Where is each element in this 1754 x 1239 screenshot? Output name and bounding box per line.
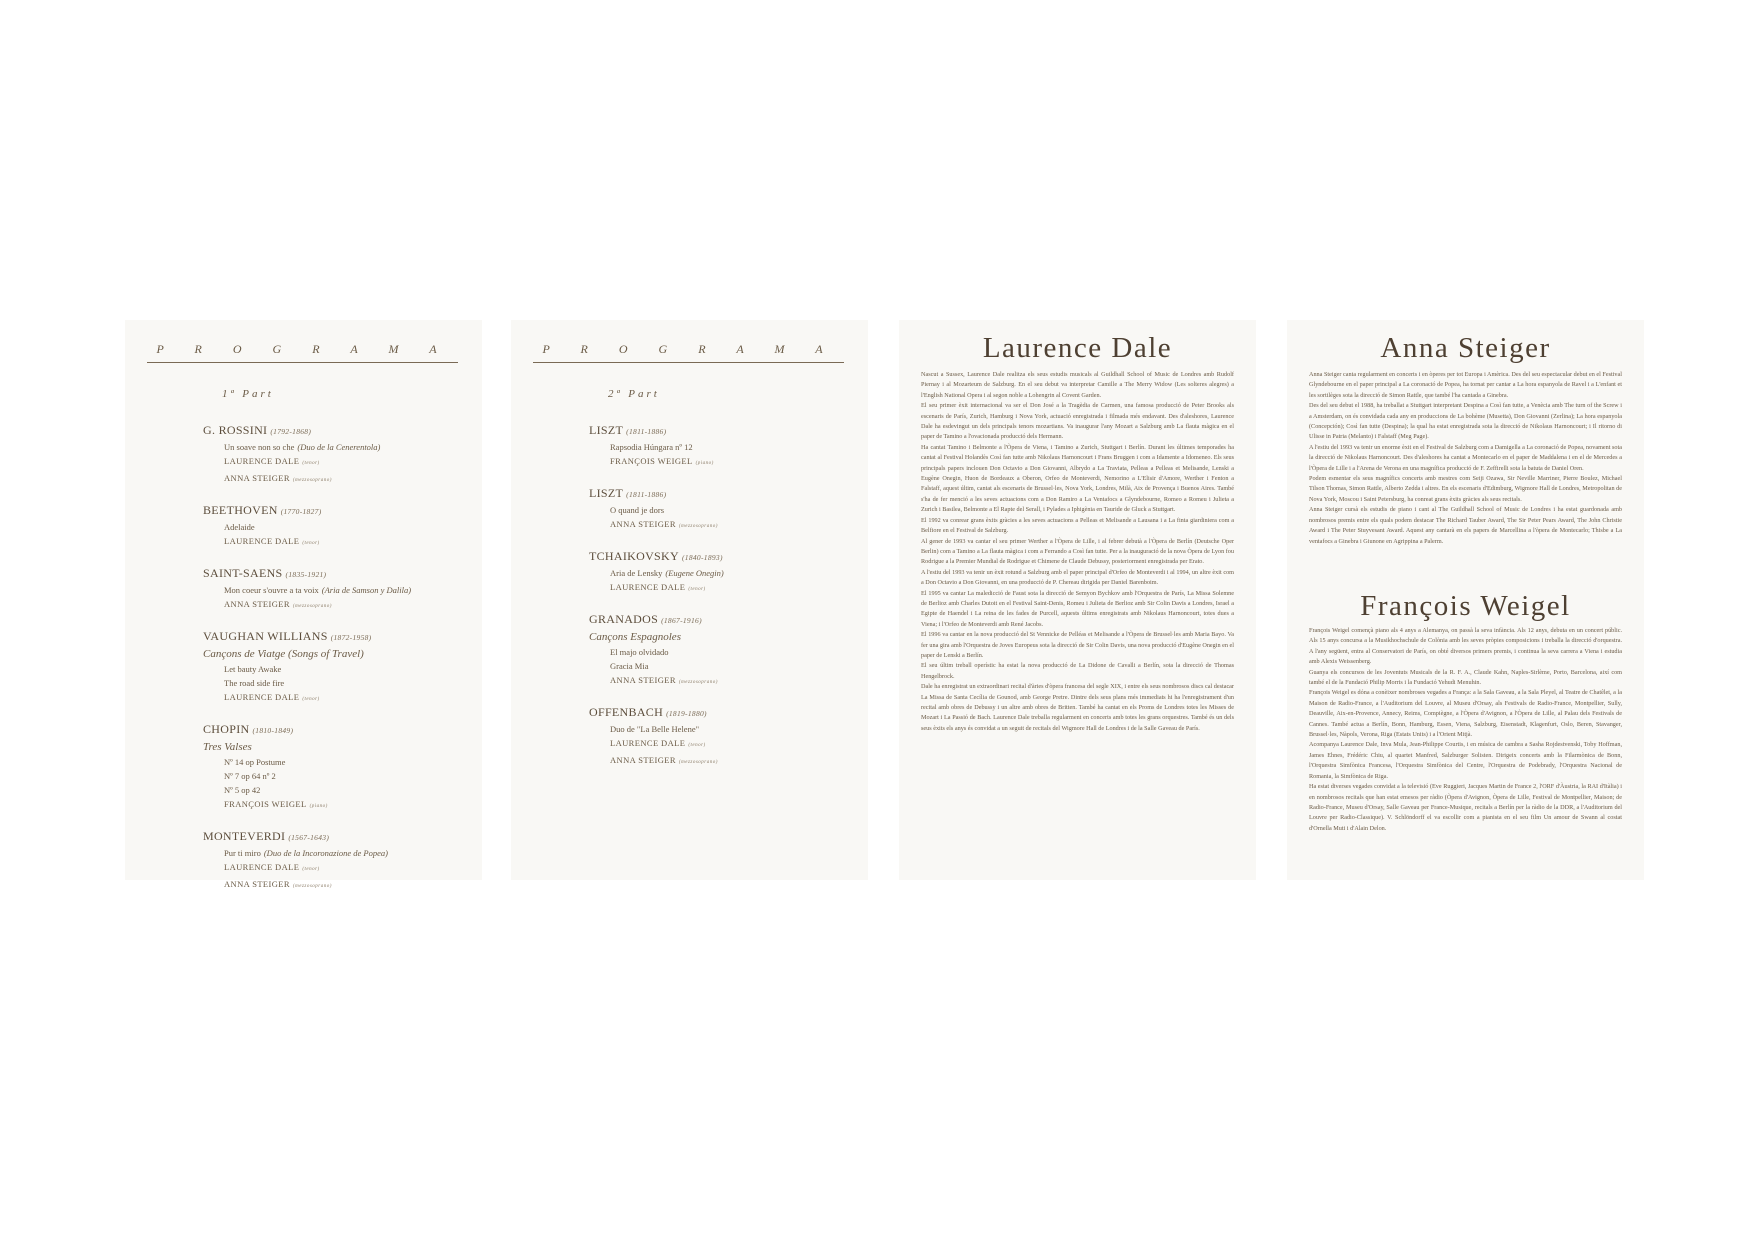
performer-line <box>589 736 858 753</box>
performer-role: (tenor) <box>302 541 320 546</box>
program-heading: P R O G R A M A <box>542 342 837 356</box>
work-subtitle: Cançons Espagnoles <box>589 631 681 643</box>
piece-source: (Duo de la Incoronazione de Popea) <box>263 848 388 858</box>
performer-line <box>589 673 858 690</box>
works-list <box>589 422 858 784</box>
performer-line <box>203 797 472 814</box>
bio-paragraph: Ha cantat Tamino i Belmonte a l'Òpera de Viena, i Tamino a Zurich, Stuttgart i Berlín. Durant les últimes temporades ha cantat al Festival Holandès Così fan tutte amb Nikolaus Harnoncourt i Frans Bruggen i com a Idamente a Idomeneo. Els seus principals papers inclouen Don Octavio a Don Giovanni, Albrydo a La Traviata, Pelleas a Pelleas et Melisande, Lenski a Eugène Onegin, Huon de Bordeaux a Oberon, Orfeo de Monteverdi, Nemorino a L'Elisir d'Amore, Werther i Fenton a Falstaff, aquest últim, cantat als escenaris de Brussel·les, Nova York, Londres, Milà, Aix de Provença i Buenos Aires. També s'ha de fer menció a les seves actuacions com a Don Ramiro a La Ventafocs a Glyndebourne, Romeo a Romeu i Julieta a Zurich i Basilea, Belmonte a El Rapte del Serall, i Pylades a Iphigènia en Tauride de Gluck a Stuttgart. <box>921 443 1234 514</box>
performer-line <box>203 690 472 707</box>
composer-dates: (1792-1868) <box>270 427 312 436</box>
program-part-2-page <box>511 320 868 880</box>
piece-source: (Duo de la Cenerentola) <box>297 442 381 452</box>
composer-line <box>589 422 858 440</box>
composer-name: GRANADOS <box>589 612 659 626</box>
program-part-1-page <box>125 320 482 889</box>
bio-paragraph: El 1996 va cantar en la nova producció del St Vennicke de Pelléas et Melisande a l'Òpera de Brussel·les amb Maria Bayo. Va fer una gira amb l'Orquestra de Joves Europeus sota la direcció de Sir Colin Davis, una nova producció d'Eugène Onegin en el paper de Lenski a Berlín. <box>921 631 1234 659</box>
piece-source: (Eugene Onegin) <box>665 568 724 578</box>
program-work <box>589 422 858 471</box>
piece-line <box>203 676 472 690</box>
composer-name: G. ROSSINI <box>203 423 268 437</box>
bio-paragraph: El 1992 va conrear grans èxits gràcies a les seves actuacions a Pelleas et Melisande a Lausana i a La finta giardiniera com a Belfiore en el Festival de Salzburg. <box>921 516 1234 535</box>
piece-title: O quand je dors <box>610 505 665 515</box>
composer-dates: (1819-1880) <box>666 709 707 718</box>
composer-line <box>589 611 858 629</box>
performer-role: (piano) <box>695 461 714 466</box>
bio-paragraph: Al gener de 1993 va cantar el seu primer Werther a l'Òpera de Lille, i al febrer debutà a l'Òpera de Berlín (Deutsche Oper Berlin) com a Tamino a La flauta màgica i com a Ferrando a Così fan tutte. Per a la inauguració de la nova Òpera de Lyon fou Rodrigue a la Premier Mundial de Rodrigue et Chimene de Claude Debussy, posteriorment enregistrada per Erato. <box>921 537 1234 566</box>
program-work <box>203 721 472 814</box>
works-list <box>203 422 472 908</box>
composer-name: CHOPIN <box>203 722 250 736</box>
bio-paragraph: François Weigel es dóna a conèixer nombroses vegades a França: a la Sala Gaveau, a la Sala Pleyel, al Teatre de Chatêlet, a la Maison de Radio-France, a l'Auditorium del Louvre, al Museu d'Orsay, als Festivals de Radio-France, Montpellier, Sully, Deauville, Aix-en-Provence, Annecy, Reims, Compiègne, a l'Òpera d'Avignon, a l'Òpera de Lille, al Palau dels Festivals de Cannes. També actua a Berlín, Bonn, Hamburg, Essen, Viena, Salzburg, Eisenstadt, Klagenfurt, Oslo, Beren, Stavanger, Brussel·les, Nàpols, Verona, Riga (Estats Units) i a l'Orient Mitjà. <box>1309 689 1622 739</box>
piece-title: Gracia Mia <box>610 661 649 671</box>
piece-source: (Aria de Samson y Dalila) <box>321 585 412 595</box>
performer-line <box>589 454 858 471</box>
performer-name: LAURENCE DALE <box>224 456 300 466</box>
bio-page-laurence-dale <box>899 320 1256 880</box>
program-heading: P R O G R A M A <box>156 342 451 356</box>
composer-line <box>203 628 472 646</box>
piece-title: Aria de Lensky <box>610 568 663 578</box>
performer-line <box>203 860 472 877</box>
performer-name: LAURENCE DALE <box>224 692 300 702</box>
composer-dates: (1840-1893) <box>681 553 723 562</box>
performer-line <box>203 454 472 471</box>
piece-line <box>589 440 858 454</box>
program-work <box>589 704 858 770</box>
performer-line <box>203 597 472 614</box>
performer-name: FRANÇOIS WEIGEL <box>224 799 307 809</box>
piece-line <box>203 583 472 597</box>
piece-line <box>589 722 858 736</box>
bio-text <box>1309 626 1622 834</box>
composer-name: MONTEVERDI <box>203 829 286 843</box>
bio-paragraph: Des del seu debut el 1988, ha treballat a Stuttgart interpretant Despina a Così fan tutte, a Venècia amb The turn of the Screw i a Amsterdam, on és convidada cada any en produccions de La bohème (Musetta), Don Giovanni (Zerlina); La hora espanyola (Concepción); Così fan tutte (Despina); la qual ha estat enregistrada sota la direcció de Nikolaus Harnoncourt; i Il ritorno di Ulisse in Patria (Melanto) i Falstaff (Meg Page). <box>1309 402 1622 441</box>
performer-name: ANNA STEIGER <box>224 473 290 483</box>
piece-title: Nº 14 op Postume <box>224 757 286 767</box>
composer-dates: (1811-1886) <box>626 427 667 436</box>
bio-paragraph: Acompanya Laurence Dale, Inva Mula, Jean-Philippe Courtis, i en música de cambra a Sasha Rojdestvenski, Toby Hoffman, James Ehnes, Frédéric Chiu, al quartet Manfred, Salzburger Solisten. Dirigeix concerts amb la Filarmònica de Bonn, l'Orquestra Simfònica Francesa, l'Orquestra Simfònica del Centre, l'Orquestra de Podebrady, l'Orquestra Nacional de Romania, la Simfònica de Riga. <box>1309 741 1622 780</box>
piece-line <box>203 440 472 454</box>
performer-name: ANNA STEIGER <box>224 599 290 609</box>
program-work <box>589 548 858 597</box>
performer-role: (tenor) <box>302 697 320 702</box>
performer-name: LAURENCE DALE <box>224 862 300 872</box>
piece-line <box>589 645 858 659</box>
performer-role: (mezzosoprano) <box>292 604 332 609</box>
piece-title: Un soave non so che <box>224 442 295 452</box>
program-work <box>203 828 472 894</box>
bio-text <box>1309 370 1622 547</box>
program-work <box>203 502 472 551</box>
piece-title: The road side fire <box>224 678 285 688</box>
work-subtitle: Tres Valses <box>203 741 252 753</box>
piece-line <box>203 846 472 860</box>
composer-name: SAINT-SAENS <box>203 566 283 580</box>
composer-line <box>203 828 472 846</box>
performer-name: LAURENCE DALE <box>610 738 686 748</box>
program-work <box>203 422 472 488</box>
performer-role: (mezzosoprano) <box>292 884 332 889</box>
performer-role: (mezzosoprano) <box>678 760 718 765</box>
bio-text <box>921 370 1234 734</box>
composer-name: LISZT <box>589 486 624 500</box>
performer-role: (mezzosoprano) <box>678 524 718 529</box>
piece-line <box>203 783 472 797</box>
performer-role: (tenor) <box>688 587 706 592</box>
performer-name: ANNA STEIGER <box>610 675 676 685</box>
piece-title: Mon coeur s'ouvre a ta voix <box>224 585 319 595</box>
bio-paragraph: El seu primer èxit internacional va ser el Don José a la Tragèdia de Carmen, una famosa producció de Peter Brooks als escenaris de París, Zurich, Hamburg i Nova York, actuació enregistrada i filmada més endavant. Des d'aleshores, Laurence Dale ha esdevingut un dels principals tenors mozartians. Va inaugurar l'any Mozart a Salzburg amb La flauta màgica en el paper de Tamino a l'ovacionada producció dels Hermann. <box>921 402 1234 441</box>
program-work <box>589 485 858 534</box>
performer-line <box>589 753 858 770</box>
bio-paragraph: Dale ha enregistrat un extraordinari recital d'àries d'òpera francesa del segle XIX, i entre els seus nombrosos discs cal destacar La Missa de Santa Cecília de Gounod, amb George Pretre. Dintre dels seus plans més immediats hi ha l'enregistrament d'un recital amb obres de Debussy i un altre amb obres de Britten. També ha cantat en els Proms de Londres totes les Misses de Mozart i La Passió de Bach. Laurence Dale treballa regularment en concerts amb totes les grans orquestres. També és un dels seus èxits els anys és convidat a un seguit de recitals del Wigmore Hall de Londres i de la Salle Gaveau de París. <box>921 683 1234 732</box>
bio-paragraph: El 1995 va cantar La maledicció de Faust sota la direcció de Semyon Bychkov amb l'Orquestra de París, La Missa Solemne de Berlioz amb Charles Dutoit en el Festival Saint-Denis, Romeu i Julieta de Berlioz amb Sir Colin Davis a Londres, Israel a Egipte de Haendel i La reina de les fades de Purcell, aquests últims enregistrats amb Nikolaus Harnoncourt, totes dues a Viena; i l'Orfeo de Monteverdi amb René Jacobs. <box>921 589 1234 628</box>
performer-name: ANNA STEIGER <box>224 879 290 889</box>
performer-name: LAURENCE DALE <box>610 582 686 592</box>
composer-name: BEETHOVEN <box>203 503 278 517</box>
performer-role: (tenor) <box>302 461 320 466</box>
performer-role: (mezzosoprano) <box>292 478 332 483</box>
composer-dates: (1867-1916) <box>661 616 702 625</box>
piece-title: Let bauty Awake <box>224 664 282 674</box>
performer-line <box>203 877 472 894</box>
part-label: 2ª Part <box>608 388 660 400</box>
bio-title: Laurence Dale <box>982 332 1173 364</box>
composer-name: OFFENBACH <box>589 705 664 719</box>
performer-role: (tenor) <box>688 743 706 748</box>
bio-paragraph: A l'estiu del 1993 va tenir un enorme èxit en el Festival de Salzburg com a Damigella a La coronació de Popea, novament sota la direcció de Nikolaus Harnoncourt. Des d'aleshores ha cantat a Montecarlo en el paper de Maddalena i en el de Mercedes a l'Òpera de Lille i a l'Arena de Verona en una magnífica producció de F. Zeffirelli sota la batuta de Daniel Oren. <box>1309 443 1622 472</box>
performer-role: (piano) <box>309 804 328 809</box>
program-work <box>203 628 472 707</box>
bio-paragraph: A l'estiu del 1993 va tenir un èxit rotund a Salzburg amb el paper principal d'Orfeo de Monteverdi i al 1994, un altre èxit com a Don Octavio a Don Giovanni, en una producció de P. Chereau dirigida per Daniel Barenboim. <box>921 568 1234 587</box>
composer-line <box>589 485 858 503</box>
composer-line <box>589 704 858 722</box>
performer-name: FRANÇOIS WEIGEL <box>610 456 693 466</box>
composer-line <box>203 721 472 739</box>
composer-dates: (1872-1958) <box>330 633 372 642</box>
performer-line <box>589 580 858 597</box>
piece-line <box>589 659 858 673</box>
program-work <box>203 565 472 614</box>
performer-role: (mezzosoprano) <box>678 680 718 685</box>
heading-rule <box>533 362 844 363</box>
composer-line <box>203 502 472 520</box>
part-label: 1ª Part <box>222 388 274 400</box>
bio-paragraph: François Weigel començà piano als 4 anys a Alemanya, on passà la seva infància. Als 12 anys, debuta en un concert públic. Als 15 anys concursa a la Musikhochschule de Colònia amb les seves pròpies composicions i treballa la direcció d'orquestra. A l'any següent, entra al Conservatori de París, on obté diversos primers premis, i continua la seva carrera a Viena i estudia amb Alexis Weissenberg. <box>1309 627 1622 666</box>
piece-title: Adelaide <box>224 522 255 532</box>
performer-name: LAURENCE DALE <box>224 536 300 546</box>
performer-line <box>203 534 472 551</box>
heading-rule <box>147 362 458 363</box>
composer-line <box>589 548 858 566</box>
piece-line <box>203 520 472 534</box>
performer-line <box>589 517 858 534</box>
composer-dates: (1770-1827) <box>280 507 322 516</box>
composer-dates: (1811-1886) <box>626 490 667 499</box>
piece-title: Pur ti miro <box>224 848 261 858</box>
bio-paragraph: Nascut a Sussex, Laurence Dale realitza els seus estudis musicals al Guildhall School of Music de Londres amb Rudolf Piernay i al Mozarteum de Salzburg. En el seu debut va interpretar Camille a The Merry Widow (Les solteres alegres) a l'English National Opera i al segon noble a Lohengrin al Covent Garden. <box>921 371 1234 399</box>
composer-dates: (1835-1921) <box>285 570 327 579</box>
performer-name: ANNA STEIGER <box>610 755 676 765</box>
bio-paragraph: El seu últim treball operístic ha estat la nova producció de La Didone de Cavalli a Berlín, sota la direcció de Thomas Hengelbrock. <box>921 662 1234 680</box>
composer-line <box>203 422 472 440</box>
composer-dates: (1810-1849) <box>252 726 294 735</box>
work-subtitle: Cançons de Viatge (Songs of Travel) <box>203 648 364 660</box>
piece-title: Rapsodia Húngara nº 12 <box>610 442 693 452</box>
piece-line <box>203 755 472 769</box>
composer-name: TCHAIKOVSKY <box>589 549 679 563</box>
piece-line <box>589 566 858 580</box>
bio-title: Anna Steiger <box>1380 332 1551 364</box>
piece-title: Nº 7 op 64 nº 2 <box>224 771 276 781</box>
bio-paragraph: Ha estat diverses vegades convidat a la televisió (Eve Ruggieri, Jacques Martin de France 2, l'ORF d'Àustria, la RAI d'Itàlia) i en nombrosos recitals que han estat emesos per ràdio (Òpera d'Avignon, Òpera de Lille, Festival de Montpellier, Maison; de Radio-France, Museu d'Orsay, Salle Gaveau per France-Musique, recitals a Berlín per la ràdio de la DDR, a l'Auditorium del Louvre per Radio-Classique). V. Schlöndorff el va escollir com a pianista en el seu film Un amour de Swann al costat d'Ornella Muti i d'Alain Delon. <box>1309 783 1622 832</box>
bio-paragraph: Guanya els concursos de les Joventuts Musicals de la R. F. A., Claude Kahn, Naples-Sirlème, Porto, Barcelona, així com també el de la Fundació Philip Morris i la Fundació Yehudi Menuhin. <box>1309 668 1622 687</box>
composer-line <box>203 565 472 583</box>
performer-line <box>203 471 472 488</box>
performer-role: (tenor) <box>302 867 320 872</box>
bio-paragraph: Podem esmentar els seus magnífics concerts amb mestres com Seiji Ozawa, Sir Neville Marriner, Pierre Boulez, Michael Tilson Thomas, Simon Rattle, Alberto Zedda i altres. En els escenaris d'Edimburg, Wigmore Hall de Londres, Metropolitan de Nova York, Moscou i Saint Petersburg, ha conreat grans èxits gràcies als seus recitals. <box>1309 475 1622 503</box>
program-work <box>589 611 858 690</box>
bio-paragraph: Anna Steiger cursà els estudis de piano i cant al The Guildhall School of Music de Londres i ha estat guardonada amb nombrosos premis entre els quals podem destacar The Richard Tauber Award, The Sir Peter Pears Award, The John Christie Award i The Peter Stuyvesant Award. Aquest any cantarà en els papers de Marcellina a l'òpera de Montecarlo; Thisbe a La ventafocs a Ginebra i Giunone en Agrippina a Palerm. <box>1309 506 1622 545</box>
bio-title: François Weigel <box>1360 590 1571 622</box>
composer-dates: (1567-1643) <box>288 833 330 842</box>
piece-title: El majo olvidado <box>610 647 669 657</box>
bio-paragraph: Anna Steiger canta regularment en concerts i en òperes per tot Europa i Amèrica. Des del seu espectacular debut en el Festival Glyndebourne en el paper principal a La coronació de Popea, ha tornat per cantar a La hora espanyola de Ravel i a L'enfant et les sortilèges sota la direcció de Simon Rattle, que també l'ha cantada a Ginebra. <box>1309 371 1622 399</box>
piece-title: Duo de "La Belle Helene" <box>610 724 700 734</box>
piece-line <box>203 662 472 676</box>
composer-name: VAUGHAN WILLIANS <box>203 629 328 643</box>
piece-title: Nº 5 op 42 <box>224 785 261 795</box>
piece-line <box>589 503 858 517</box>
performer-name: ANNA STEIGER <box>610 519 676 529</box>
composer-name: LISZT <box>589 423 624 437</box>
piece-line <box>203 769 472 783</box>
bio-page-steiger-weigel <box>1287 320 1644 880</box>
